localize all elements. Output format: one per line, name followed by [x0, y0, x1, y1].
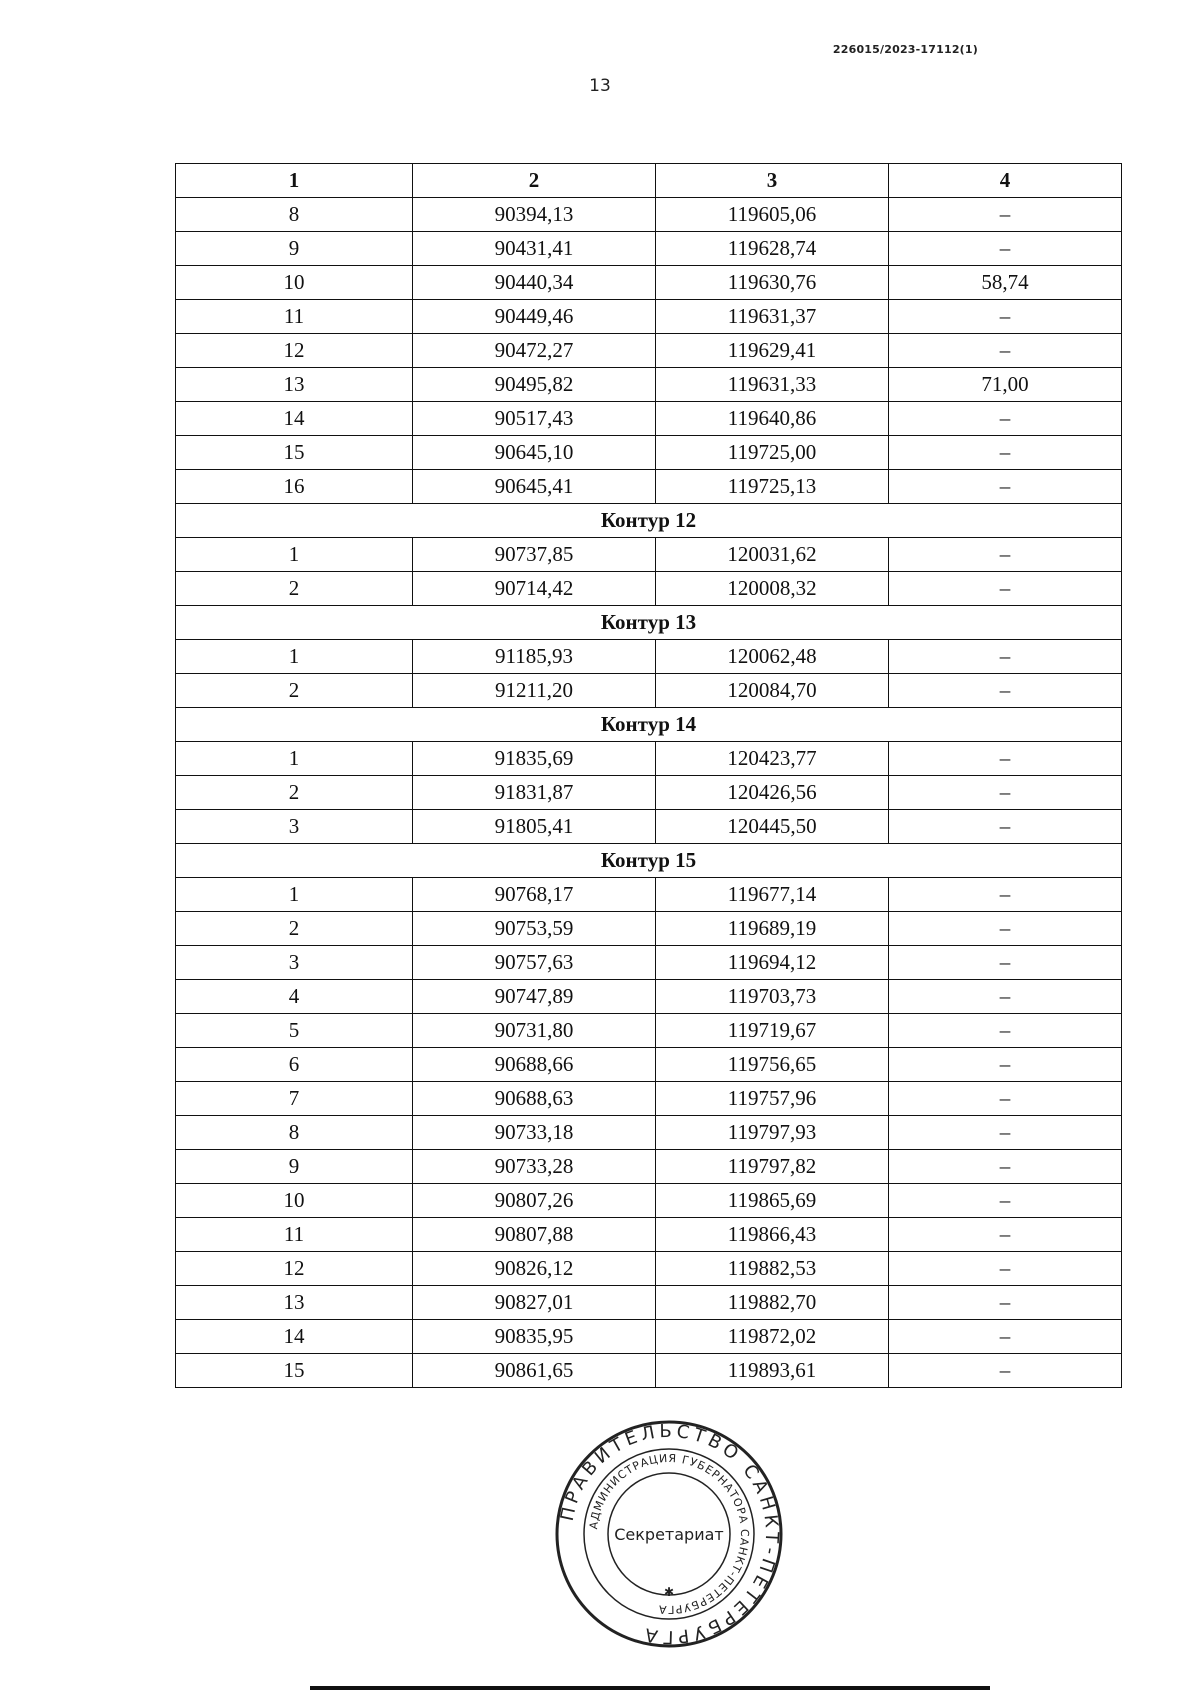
table-cell: –: [889, 402, 1122, 436]
table-cell: 119797,93: [656, 1116, 889, 1150]
table-cell: 90747,89: [413, 980, 656, 1014]
table-cell: 2: [176, 674, 413, 708]
table-cell: 120031,62: [656, 538, 889, 572]
table-row: [176, 334, 1122, 368]
table-row: [176, 198, 1122, 232]
table-cell: 1: [176, 742, 413, 776]
table-cell: 90826,12: [413, 1252, 656, 1286]
document-reference: 226015/2023-17112(1): [832, 43, 978, 56]
table-cell: 90807,88: [413, 1218, 656, 1252]
table-cell: –: [889, 232, 1122, 266]
table-cell: 90861,65: [413, 1354, 656, 1388]
table-cell: 14: [176, 402, 413, 436]
contour-label: Контур 15: [176, 844, 1122, 878]
table-cell: 90768,17: [413, 878, 656, 912]
page-number: 13: [589, 76, 611, 96]
table-cell: 119677,14: [656, 878, 889, 912]
table-cell: 119631,33: [656, 368, 889, 402]
table-cell: 2: [176, 572, 413, 606]
table-row: [176, 742, 1122, 776]
table-row: [176, 1082, 1122, 1116]
table-cell: –: [889, 572, 1122, 606]
table-row: [176, 470, 1122, 504]
table-cell: 90688,63: [413, 1082, 656, 1116]
table-cell: 119631,37: [656, 300, 889, 334]
table-cell: 10: [176, 1184, 413, 1218]
table-cell: –: [889, 470, 1122, 504]
table-cell: –: [889, 912, 1122, 946]
table-cell: –: [889, 1048, 1122, 1082]
table-cell: –: [889, 946, 1122, 980]
table-body: [176, 198, 1122, 1388]
table-cell: 58,74: [889, 266, 1122, 300]
table-cell: –: [889, 1082, 1122, 1116]
table-cell: 119797,82: [656, 1150, 889, 1184]
table-cell: 16: [176, 470, 413, 504]
table-cell: –: [889, 810, 1122, 844]
table-cell: 8: [176, 198, 413, 232]
table-cell: 11: [176, 300, 413, 334]
table-cell: 13: [176, 1286, 413, 1320]
column-header: 4: [889, 164, 1122, 198]
table-row: [176, 1150, 1122, 1184]
table-cell: 119694,12: [656, 946, 889, 980]
table-cell: 12: [176, 1252, 413, 1286]
table-cell: 90449,46: [413, 300, 656, 334]
table-cell: 119630,76: [656, 266, 889, 300]
table-cell: 90733,18: [413, 1116, 656, 1150]
table-cell: 91211,20: [413, 674, 656, 708]
table-cell: 9: [176, 1150, 413, 1184]
table-cell: –: [889, 1150, 1122, 1184]
table-cell: –: [889, 1320, 1122, 1354]
table-cell: 5: [176, 1014, 413, 1048]
table-cell: 1: [176, 878, 413, 912]
table-row: [176, 1014, 1122, 1048]
table-cell: 3: [176, 810, 413, 844]
table-cell: 119893,61: [656, 1354, 889, 1388]
table-cell: 119872,02: [656, 1320, 889, 1354]
table-cell: 90733,28: [413, 1150, 656, 1184]
table-cell: 120445,50: [656, 810, 889, 844]
table-row: [176, 1048, 1122, 1082]
table-cell: 120062,48: [656, 640, 889, 674]
table-cell: –: [889, 1184, 1122, 1218]
table-cell: 15: [176, 436, 413, 470]
table-cell: 119882,70: [656, 1286, 889, 1320]
table-cell: 119865,69: [656, 1184, 889, 1218]
table-cell: 71,00: [889, 368, 1122, 402]
table-row: [176, 1116, 1122, 1150]
table-cell: 90495,82: [413, 368, 656, 402]
table-cell: –: [889, 742, 1122, 776]
table-row: [176, 810, 1122, 844]
table-cell: 14: [176, 1320, 413, 1354]
table-cell: –: [889, 878, 1122, 912]
table-cell: 119882,53: [656, 1252, 889, 1286]
table-cell: –: [889, 1286, 1122, 1320]
table-cell: 90737,85: [413, 538, 656, 572]
column-header: 1: [176, 164, 413, 198]
table-cell: –: [889, 674, 1122, 708]
table-cell: 13: [176, 368, 413, 402]
table-cell: 90753,59: [413, 912, 656, 946]
table-cell: 90714,42: [413, 572, 656, 606]
table-cell: 1: [176, 538, 413, 572]
table-cell: 91185,93: [413, 640, 656, 674]
table-cell: 119628,74: [656, 232, 889, 266]
table-cell: 1: [176, 640, 413, 674]
table-cell: 2: [176, 776, 413, 810]
table-cell: 90431,41: [413, 232, 656, 266]
contour-label: Контур 12: [176, 504, 1122, 538]
coordinates-table: [175, 163, 1122, 1388]
table-cell: 91835,69: [413, 742, 656, 776]
table-cell: 2: [176, 912, 413, 946]
table-cell: –: [889, 436, 1122, 470]
table-row: [176, 878, 1122, 912]
table-row: [176, 776, 1122, 810]
table-cell: 90472,27: [413, 334, 656, 368]
table-cell: 119719,67: [656, 1014, 889, 1048]
table-cell: 90827,01: [413, 1286, 656, 1320]
table-cell: –: [889, 538, 1122, 572]
table-cell: 119725,13: [656, 470, 889, 504]
table-row: [176, 368, 1122, 402]
table-cell: –: [889, 334, 1122, 368]
table-row: [176, 980, 1122, 1014]
table-row: [176, 232, 1122, 266]
table-cell: 12: [176, 334, 413, 368]
table-cell: 11: [176, 1218, 413, 1252]
table-row: [176, 640, 1122, 674]
table-row: [176, 946, 1122, 980]
table-cell: 90757,63: [413, 946, 656, 980]
table-cell: 90807,26: [413, 1184, 656, 1218]
table-cell: 120426,56: [656, 776, 889, 810]
table-row: [176, 912, 1122, 946]
table-cell: 119866,43: [656, 1218, 889, 1252]
table-cell: 119629,41: [656, 334, 889, 368]
column-header: 2: [413, 164, 656, 198]
table-cell: 6: [176, 1048, 413, 1082]
column-header: 3: [656, 164, 889, 198]
table-row: [176, 1184, 1122, 1218]
table-cell: 90645,10: [413, 436, 656, 470]
table-cell: 91805,41: [413, 810, 656, 844]
contour-label: Контур 13: [176, 606, 1122, 640]
table-cell: 90731,80: [413, 1014, 656, 1048]
table-cell: –: [889, 640, 1122, 674]
table-cell: 90835,95: [413, 1320, 656, 1354]
table-row: [176, 1286, 1122, 1320]
table-cell: 119756,65: [656, 1048, 889, 1082]
table-row: [176, 436, 1122, 470]
table-cell: 119757,96: [656, 1082, 889, 1116]
table-cell: –: [889, 300, 1122, 334]
table-cell: 119605,06: [656, 198, 889, 232]
table-cell: 3: [176, 946, 413, 980]
contour-header-row: [176, 708, 1122, 742]
table-cell: 90440,34: [413, 266, 656, 300]
contour-header-row: [176, 504, 1122, 538]
stamp-center-text: Секретариат: [614, 1525, 724, 1544]
table-cell: 119640,86: [656, 402, 889, 436]
table-row: [176, 1320, 1122, 1354]
table-cell: 90394,13: [413, 198, 656, 232]
table-cell: –: [889, 980, 1122, 1014]
table-cell: 120008,32: [656, 572, 889, 606]
table-cell: –: [889, 198, 1122, 232]
table-row: [176, 572, 1122, 606]
table-row: [176, 300, 1122, 334]
table-cell: 8: [176, 1116, 413, 1150]
stamp-inner-text: АДМИНИСТРАЦИЯ ГУБЕРНАТОРА САНКТ-ПЕТЕРБУРГА: [587, 1451, 752, 1617]
table-cell: –: [889, 1354, 1122, 1388]
table-cell: 90517,43: [413, 402, 656, 436]
table-cell: 90645,41: [413, 470, 656, 504]
table-cell: –: [889, 776, 1122, 810]
table-cell: 4: [176, 980, 413, 1014]
contour-header-row: [176, 844, 1122, 878]
table-cell: 10: [176, 266, 413, 300]
table-cell: –: [889, 1252, 1122, 1286]
star-icon: ✱: [663, 1585, 675, 1599]
table-cell: 7: [176, 1082, 413, 1116]
table-cell: 91831,87: [413, 776, 656, 810]
stamp-outer-text: ПРАВИТЕЛЬСТВО САНКТ-ПЕТЕРБУРГА: [556, 1420, 783, 1648]
table-header-row: [176, 164, 1122, 198]
contour-header-row: [176, 606, 1122, 640]
table-cell: 15: [176, 1354, 413, 1388]
table-row: [176, 266, 1122, 300]
table-cell: 90688,66: [413, 1048, 656, 1082]
table-cell: –: [889, 1218, 1122, 1252]
contour-label: Контур 14: [176, 708, 1122, 742]
table-cell: 119703,73: [656, 980, 889, 1014]
table-cell: 120084,70: [656, 674, 889, 708]
table-cell: 119689,19: [656, 912, 889, 946]
table-cell: 9: [176, 232, 413, 266]
table-cell: 120423,77: [656, 742, 889, 776]
table-row: [176, 402, 1122, 436]
table-row: [176, 1252, 1122, 1286]
table-row: [176, 674, 1122, 708]
seal-stamp: [553, 1418, 785, 1650]
table-row: [176, 538, 1122, 572]
table-row: [176, 1354, 1122, 1388]
table-cell: –: [889, 1116, 1122, 1150]
table-row: [176, 1218, 1122, 1252]
table-cell: –: [889, 1014, 1122, 1048]
bottom-rule: [310, 1686, 990, 1690]
table-cell: 119725,00: [656, 436, 889, 470]
